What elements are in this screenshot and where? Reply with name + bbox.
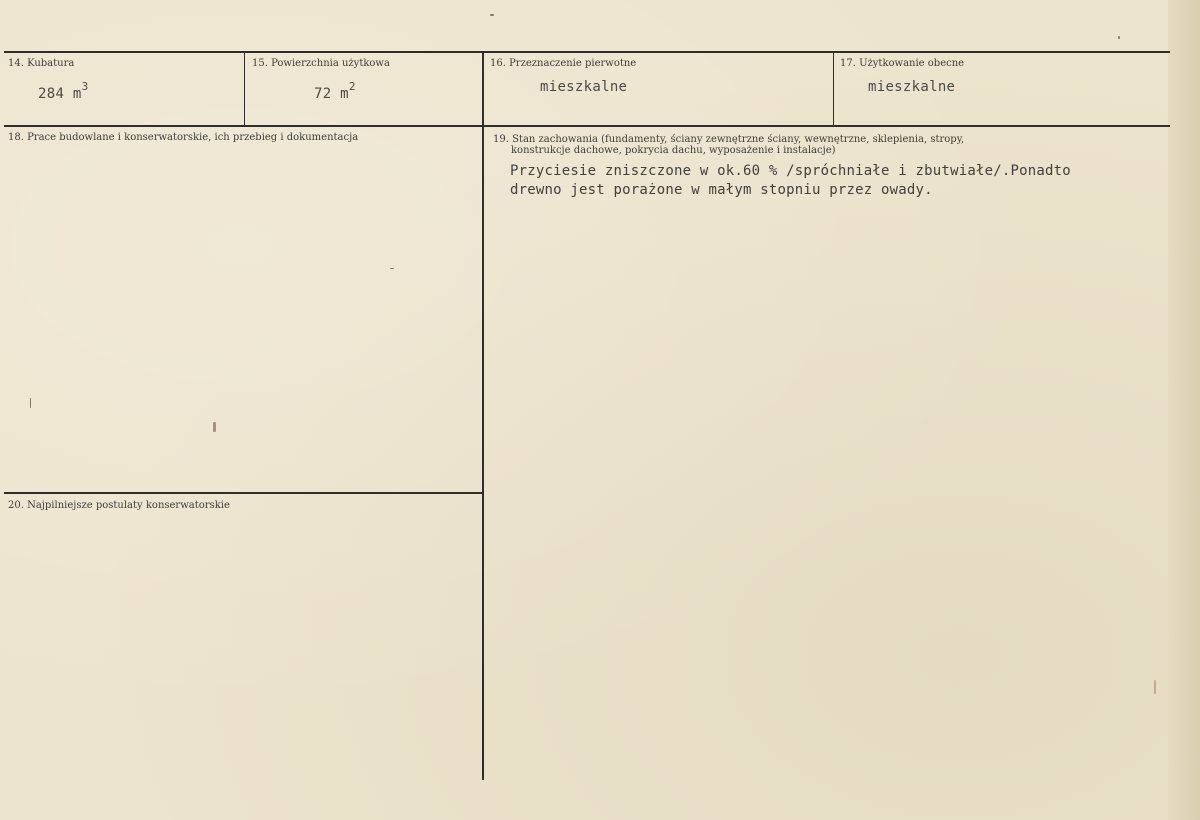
field-19-text-line2: drewno jest porażone w małym stopniu przez owady. <box>510 182 933 198</box>
field-14-label: 14. Kubatura <box>8 58 75 69</box>
area-value: 72 m <box>314 86 349 102</box>
field-17-value: mieszkalne <box>868 79 956 95</box>
divider-16-17 <box>833 52 834 126</box>
top-rule <box>4 51 1170 53</box>
paper-speck <box>1154 680 1156 694</box>
field-20-label: 20. Najpilniejsze postulaty konserwatorskie <box>8 500 230 511</box>
field-17-label: 17. Użytkowanie obecne <box>840 58 965 69</box>
field-19-text-line1: Przyciesie zniszczone w ok.60 % /spróchniałe i zbutwiałe/.Ponadto <box>510 163 1071 179</box>
divider-14-15 <box>244 52 245 126</box>
field-15-label: 15. Powierzchnia użytkowa <box>252 58 390 69</box>
paper-speck <box>30 398 31 408</box>
field-19-label-line2: konstrukcje dachowe, pokrycia dachu, wyposażenie i instalacje) <box>511 145 836 156</box>
card-edge <box>1168 0 1200 820</box>
area-exponent: 2 <box>348 80 356 93</box>
divider-15-16 <box>482 52 484 780</box>
field-16-label: 16. Przeznaczenie pierwotne <box>490 58 637 69</box>
field-18-label: 18. Prace budowlane i konserwatorskie, ich przebieg i dokumentacja <box>8 132 359 143</box>
paper-speck <box>213 422 216 432</box>
cubature-value: 284 m <box>38 86 82 102</box>
field-16-value: mieszkalne <box>540 79 628 95</box>
paper-speck <box>390 268 394 269</box>
field-14-value <box>38 80 89 102</box>
field-19-label-line1: 19. Stan zachowania (fundamenty, ściany zewnętrzne ściany, wewnętrzne, sklepienia, stropy, <box>493 134 965 145</box>
cubature-exponent: 3 <box>81 80 89 93</box>
field-15-value <box>314 80 356 102</box>
second-rule <box>4 125 1170 127</box>
rule-18-20 <box>4 492 484 494</box>
paper-speck <box>1118 36 1120 39</box>
paper-speck <box>490 14 494 16</box>
